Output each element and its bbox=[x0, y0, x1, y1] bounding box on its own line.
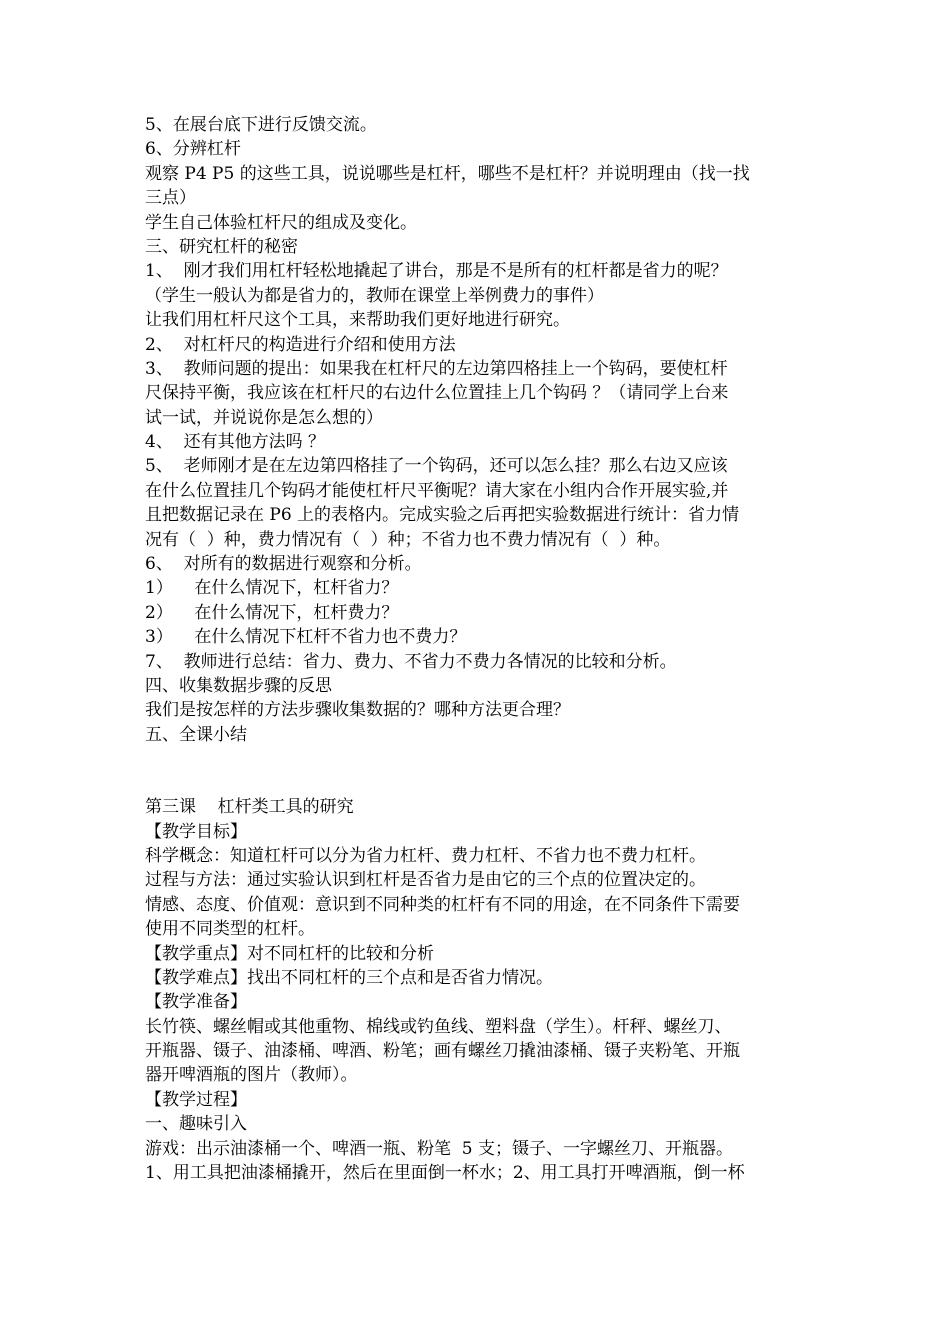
text-line: 学生自己体验杠杆尺的组成及变化。 bbox=[145, 212, 417, 233]
text-line: 1） 在什么情况下，杠杆省力？ bbox=[145, 578, 399, 599]
text-line: 情感、态度、价值观：意识到不同种类的杠杆有不同的用途，在不同条件下需要 bbox=[145, 894, 740, 915]
text-line: 1、用工具把油漆桶撬开，然后在里面倒一杯水；2、用工具打开啤酒瓶，倒一杯 bbox=[145, 1163, 745, 1184]
text-line: 长竹筷、螺丝帽或其他重物、棉线或钓鱼线、塑料盘（学生）。杆秤、螺丝刀、 bbox=[145, 1016, 732, 1037]
text-line: 开瓶器、镊子、油漆桶、啤酒、粉笔；画有螺丝刀撬油漆桶、镊子夹粉笔、开瓶 bbox=[145, 1041, 740, 1062]
text-line: 4、 还有其他方法吗 ？ bbox=[145, 432, 326, 453]
text-line: 使用不同类型的杠杆。 bbox=[145, 919, 315, 940]
text-line: 况有（ ）种，费力情况有（ ）种；不省力也不费力情况有（ ）种。 bbox=[145, 529, 671, 550]
text-line: 过程与方法：通过实验认识到杠杆是否省力是由它的三个点的位置决定的。 bbox=[145, 870, 706, 891]
text-line: 7、 教师进行总结：省力、费力、不省力不费力各情况的比较和分析。 bbox=[145, 651, 677, 672]
text-line: 五、全课小结 bbox=[145, 724, 247, 745]
text-line: 6、 对所有的数据进行观察和分析。 bbox=[145, 554, 422, 575]
text-line: 科学概念：知道杠杆可以分为省力杠杆、费力杠杆、不省力也不费力杠杆。 bbox=[145, 845, 706, 866]
text-line: 在什么位置挂几个钩码才能使杠杆尺平衡呢？请大家在小组内合作开展实验,并 bbox=[145, 480, 729, 501]
text-line: 2、 对杠杆尺的构造进行介绍和使用方法 bbox=[145, 334, 456, 355]
section-lesson-three bbox=[145, 795, 811, 1185]
text-line: 3） 在什么情况下杠杆不省力也不费力？ bbox=[145, 627, 467, 648]
text-line: 让我们用杠杆尺这个工具，来帮助我们更好地进行研究。 bbox=[145, 310, 570, 331]
document-body bbox=[145, 113, 811, 1185]
text-line: 我们是按怎样的方法步骤收集数据的？哪种方法更合理？ bbox=[145, 700, 570, 721]
text-line: 【教学过程】 bbox=[145, 1089, 247, 1110]
text-line: 【教学重点】对不同杠杆的比较和分析 bbox=[145, 943, 434, 964]
text-line: 【教学难点】找出不同杠杆的三个点和是否省力情况。 bbox=[145, 967, 553, 988]
text-line: 第三课 杠杆类工具的研究 bbox=[145, 797, 354, 818]
text-line: 3、 教师问题的提出：如果我在杠杆尺的左边第四格挂上一个钩码，要使杠杆 bbox=[145, 358, 728, 379]
text-line: 游戏：出示油漆桶一个、啤酒一瓶、粉笔 5 支；镊子、一字螺丝刀、开瓶器。 bbox=[145, 1138, 734, 1159]
text-line: 尺保持平衡，我应该在杠杆尺的右边什么位置挂上几个钩码 ？（请同学上台来 bbox=[145, 383, 729, 404]
section-lesson-continuation bbox=[145, 113, 811, 747]
text-line: 且把数据记录在 P6 上的表格内。完成实验之后再把实验数据进行统计：省力情 bbox=[145, 505, 740, 526]
text-line: 观察 P4 P5 的这些工具，说说哪些是杠杆，哪些不是杠杆？并说明理由（找一找 bbox=[145, 163, 750, 184]
text-line: 【教学目标】 bbox=[145, 821, 247, 842]
text-line: 5、在展台底下进行反馈交流。 bbox=[145, 115, 377, 135]
text-line: 2） 在什么情况下，杠杆费力？ bbox=[145, 602, 399, 623]
text-line: 四、收集数据步骤的反思 bbox=[145, 675, 332, 696]
text-line: 三点） bbox=[145, 188, 196, 209]
text-line: 6、分辨杠杆 bbox=[145, 139, 241, 160]
text-line: 一、趣味引入 bbox=[145, 1114, 247, 1135]
text-line: 5、 老师刚才是在左边第四格挂了一个钩码，还可以怎么挂？那么右边又应该 bbox=[145, 456, 728, 477]
text-line: 三、研究杠杆的秘密 bbox=[145, 236, 298, 257]
text-line: 器开啤酒瓶的图片（教师）。 bbox=[145, 1065, 358, 1086]
text-line: 【教学准备】 bbox=[145, 992, 247, 1013]
text-line: （学生一般认为都是省力的，教师在课堂上举例费力的事件） bbox=[145, 285, 604, 306]
text-line: 1、 刚才我们用杠杆轻松地撬起了讲台，那是不是所有的杠杆都是省力的呢？ bbox=[145, 261, 728, 282]
section-gap bbox=[145, 747, 811, 795]
text-line: 试一试，并说说你是怎么想的） bbox=[145, 407, 383, 428]
